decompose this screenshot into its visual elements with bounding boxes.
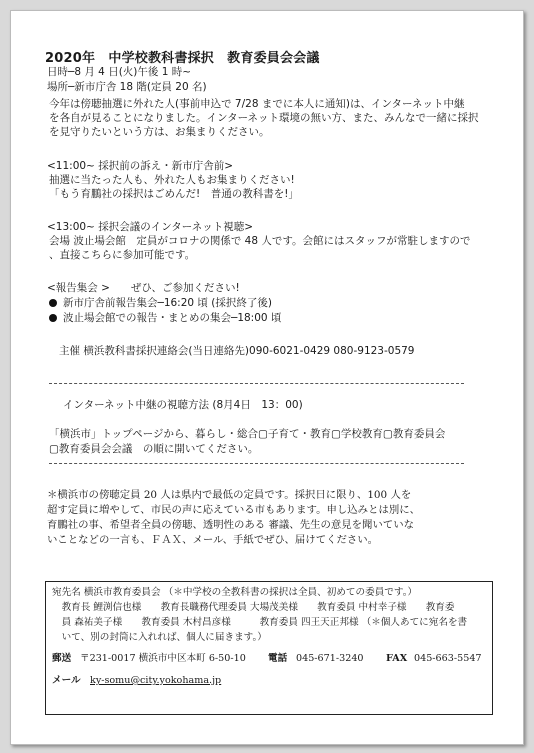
- mail-address[interactable]: ky-somu@city.yokohama.jp: [90, 675, 222, 686]
- address-line: 員 森祐美子様 教育委員 木村昌彦様 教育委員 四王天正邦様 （＊個人あてに宛名を書: [52, 617, 468, 628]
- address-line: 教育長 鯉渕信也様 教育長職務代理委員 大場茂美様 教育委員 中村幸子様 教育委: [52, 602, 455, 613]
- postal-address: 〒231-0017 横浜市中区本町 6-50-10: [80, 653, 246, 664]
- place-line: 場所─新市庁舎 18 階(定員 20 名): [47, 81, 207, 93]
- section2-line: 、直接こちらに参加可能です。: [49, 249, 196, 261]
- note-line: 超す定員に増やして、市民の声に応えている市もあります。申し込みとは別に、: [47, 504, 421, 516]
- datetime-line: 日時─8 月 4 日(火)午後 1 時~: [47, 66, 192, 78]
- report-item: [49, 296, 272, 310]
- postal-label: 郵送: [52, 653, 72, 664]
- note-line: 育鵬社の事、希望者全員の傍聴、透明性のある 審議、先生の意見を聞いていな: [47, 519, 414, 531]
- tel-label: 電話: [268, 653, 288, 664]
- stream-heading: インターネット中継の視聴方法 (8月4日 13：00): [63, 399, 303, 411]
- bullet-icon: [49, 314, 57, 322]
- fax-number: 045-663-5547: [414, 653, 482, 664]
- intro-line: を見守りたいという方は、お集まりください。: [49, 126, 270, 138]
- divider: [49, 463, 464, 464]
- document-page: [10, 10, 524, 745]
- fax-label: FAX: [386, 653, 408, 664]
- intro-line: を各自が見ることになりました。インターネット環境の無い方、また、みんなで一緒に採択: [49, 112, 479, 124]
- section1-line: 抽選に当たった人も、外れた人もお集まりください!: [49, 174, 295, 186]
- page-title: 2020年 中学校教科書採択 教育委員会会議: [45, 51, 320, 66]
- bullet-icon: [49, 299, 57, 307]
- section1-heading: <11:00~ 採択前の訴え・新市庁舎前>: [47, 160, 233, 172]
- tel-number: 045-671-3240: [296, 653, 364, 664]
- note-line: ＊横浜市の傍聴定員 20 人は県内で最低の定員です。採択日に限り、100 人を: [47, 489, 412, 501]
- section1-line: 「もう育鵬社の採択はごめんだ! 普通の教科書を!」: [49, 188, 299, 200]
- organizer-line: 主催 横浜教科書採択連絡会(当日連絡先)090-6021-0429 080-9123-0579: [59, 345, 415, 357]
- report-item: [49, 311, 281, 325]
- divider: [49, 383, 464, 384]
- address-line: いて、別の封筒に入れれば、個人に届きます。）: [52, 632, 267, 643]
- address-line: 宛先名 横浜市教育委員会 （＊中学校の全教科書の採択は全員、初めての委員です。）: [52, 587, 418, 598]
- intro-line: 今年は傍聴抽選に外れた人(事前申込で 7/28 までに本人に通知)は、インターネット中継: [49, 98, 465, 110]
- report-heading: <報告集会 > ぜひ、ご参加ください!: [47, 282, 240, 294]
- section2-heading: <13:00~ 採択会議のインターネット視聴>: [47, 221, 254, 233]
- stream-line: 「横浜市」トップページから、暮らし・総合▢子育て・教育▢学校教育▢教育委員会: [49, 428, 446, 440]
- stream-line: ▢教育委員会会議 の順に開いてください。: [49, 443, 259, 455]
- report-item-text: 新市庁舎前報告集会─16:20 頃 (採択終了後): [63, 297, 272, 309]
- address-box: [45, 581, 493, 715]
- report-item-text: 波止場会館での報告・まとめの集会─18:00 頃: [63, 312, 282, 324]
- note-line: いことなどの一言も、ＦＡＸ、メール、手紙でぜひ、届けてください。: [47, 534, 379, 546]
- section2-line: 会場 波止場会館 定員がコロナの関係で 48 人です。会館にはスタッフが常駐しますので: [49, 235, 471, 247]
- mail-label: メール: [52, 675, 81, 686]
